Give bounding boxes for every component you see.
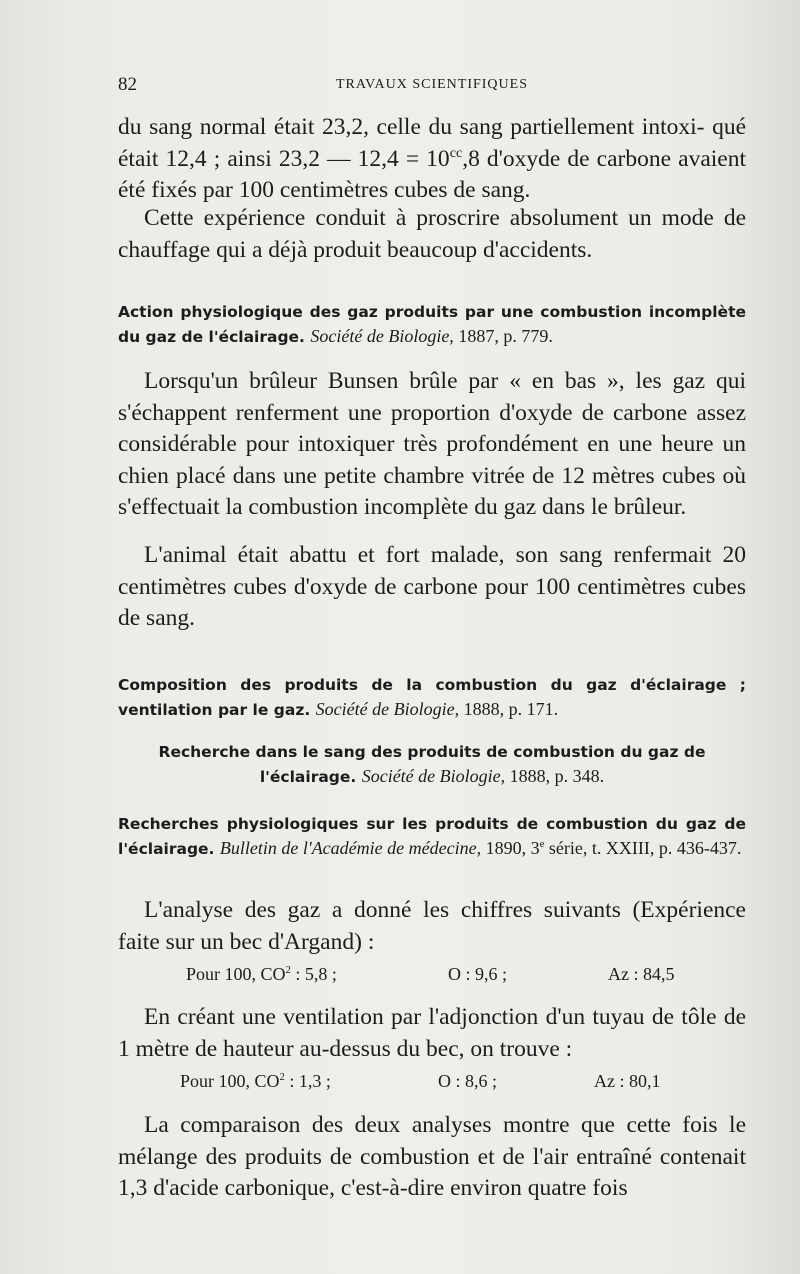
section-heading-4 [118,812,746,861]
row1-co2: Pour 100, $CO^2$ : 5,8 ; [186,964,337,984]
para1-line2b: ,8 d'oxyde de carbone [462,145,672,172]
row2-nitrogen: Az : 80,1 [594,1071,661,1091]
heading2-title: Composition des produits de la combustion du gaz d'éclairage ; ventilation par le gaz. [118,676,746,719]
page-header [118,74,746,100]
analysis-row-1 [118,964,746,992]
heading4-ref-b: série, t. XXIII, p. 436-437. [544,838,742,858]
section-heading-3 [118,740,746,789]
heading4-sup: e [539,838,545,850]
paragraph-6: En créant une ventilation par l'adjonction d'un tuyau de tôle de 1 mètre de hauteur au-dessus du bec, on trouve : [118,1004,746,1062]
heading2-journal: Société de Biologie, [315,699,460,719]
heading1-journal: Société de Biologie, [310,326,454,346]
running-title: TRAVAUX SCIENTIFIQUES [335,77,528,92]
heading3-title: Recherche dans le sang des produits de combustion du gaz de l'éclairage. [158,743,706,786]
analysis-row-2 [118,1071,746,1099]
para1-line1: du sang normal était 23,2, celle du sang partiellement intoxi- [118,114,705,140]
section-heading-2 [118,673,746,722]
heading3-ref: 1888, p. 348. [505,766,605,786]
row2-oxygen: O : 8,6 ; [438,1071,498,1091]
row2-co2: Pour 100, $CO^2$ : 1,3 ; [180,1071,331,1091]
para1-line2: qué était 12,4 ; ainsi 23,2 — 12,4 = 10 [118,114,746,172]
cc-superscript: cc [449,144,463,161]
heading2-ref: 1888, p. 171. [459,699,559,719]
section-heading-1 [118,300,746,349]
paragraph-4: L'animal était abattu et fort malade, son sang renfermait 20 centimètres cubes d'oxyde de carbone pour 100 centimètres cubes de sang. [118,542,746,631]
heading1-title: Action physiologique des gaz produits par une combustion incomplète du gaz de l'éclairage. [118,303,746,346]
paragraph-2: Cette expérience conduit à proscrire absolument un mode de chauffage qui a déjà produit beaucoup d'accidents. [118,205,746,263]
heading1-ref: 1887, p. 779. [453,326,553,346]
heading4-journal: Bulletin de l'Académie de médecine, [219,838,482,858]
heading4-ref-a: 1890, 3 [481,838,540,858]
paragraph-1 [118,112,746,207]
page-number: 82 [118,74,137,95]
row1-nitrogen: Az : 84,5 [608,964,675,984]
para1-line3: avaient été fixés par 100 centimètres cubes de sang. [118,145,747,203]
heading4-title: Recherches physiologiques sur les produits de combustion du gaz de l'éclairage. [118,815,746,858]
paragraph-3: Lorsqu'un brûleur Bunsen brûle par « en bas », les gaz qui s'échappent renferment une proportion d'oxyde de carbone assez considérable pour intoxiquer très profondément en une heure un chien placé dans une petite chambre vitrée de 12 mètres cubes où s'effectuait la combustion incomplète du gaz dans le brûleur. [118,368,746,520]
paragraph-7: La comparaison des deux analyses montre que cette fois le mélange des produits de combustion et de l'air entraîné contenait 1,3 d'acide carbonique, c'est-à-dire environ quatre fois [118,1112,746,1201]
paragraph-5: L'analyse des gaz a donné les chiffres suivants (Expérience faite sur un bec d'Argand) : [118,897,746,955]
heading3-journal: Société de Biologie, [361,766,506,786]
row1-oxygen: O : 9,6 ; [448,964,508,984]
